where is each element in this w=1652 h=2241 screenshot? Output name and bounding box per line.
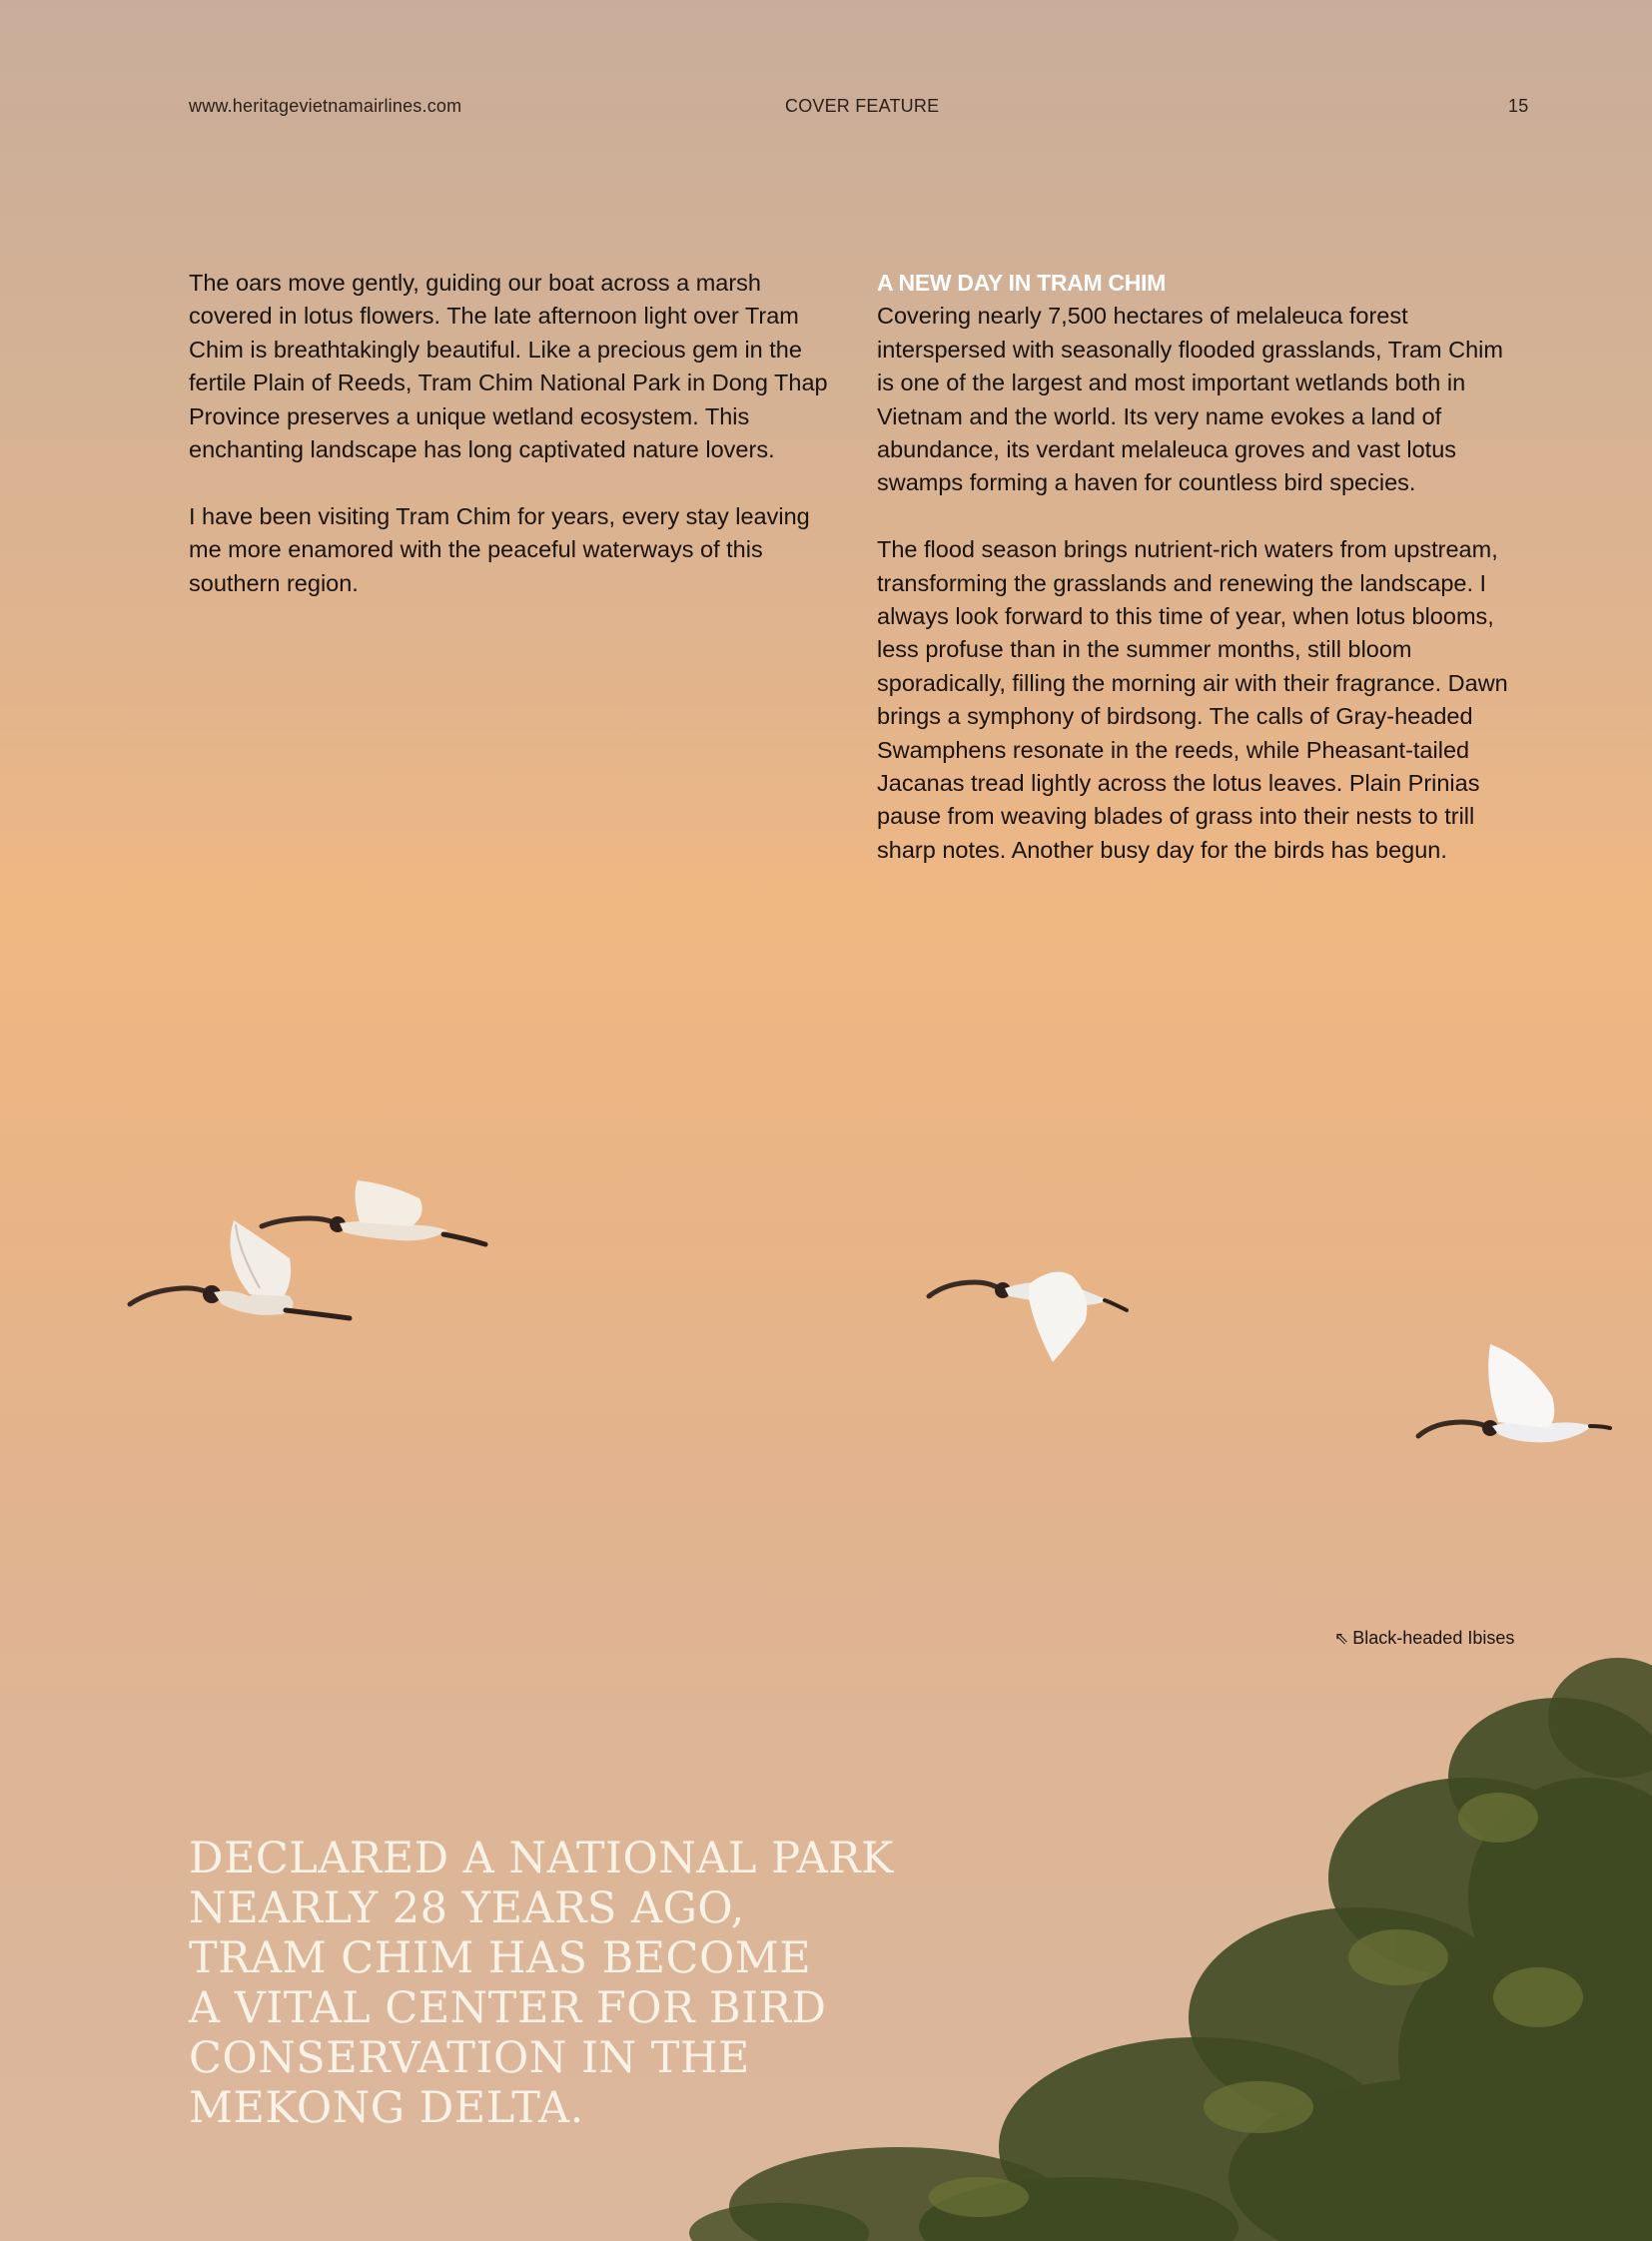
pull-quote-line: MEKONG DELTA.	[189, 2083, 584, 2133]
pull-quote-line: A VITAL CENTER FOR BIRD	[189, 1983, 827, 2033]
section-subheading: A NEW DAY IN TRAM CHIM	[877, 270, 1166, 296]
website-url: www.heritagevietnamairlines.com	[189, 96, 462, 116]
pull-quote-line: DECLARED A NATIONAL PARK	[189, 1834, 894, 1883]
page-number: 15	[1508, 96, 1529, 116]
pull-quote-line: TRAM CHIM HAS BECOME	[189, 1933, 812, 1983]
body-paragraph: Covering nearly 7,500 hectares of melaleuca forest interspersed with seasonally flooded grasslands, Tram Chim is one of the largest and most important wetlands both in Vietnam and the world. Its very name evokes a land of abundance, its verdant melaleuca groves and vast lotus swamps forming a haven for countless bird species.	[877, 303, 1503, 496]
ibis-bird-1	[130, 1220, 350, 1318]
ibis-bird-3	[929, 1272, 1127, 1363]
pull-quote	[189, 1834, 948, 2133]
arrow-up-left-icon: ⇖	[1334, 1629, 1349, 1648]
body-paragraph: The flood season brings nutrient-rich waters from upstream, transforming the grasslands and renewing the landscape. I always look forward to this time of year, when lotus blooms, less profuse than in the summer months, still bloom sporadically, filling the morning air with their fragrance. Dawn brings a symphony of birdsong. The calls of Gray-headed Swamphens resonate in the reeds, while Pheasant-tailed Jacanas tread lightly across the lotus leaves. Plain Prinias pause from weaving blades of grass into their nests to trill sharp notes. Another busy day for the birds has begun.	[877, 536, 1508, 863]
pull-quote-line: NEARLY 28 YEARS AGO,	[189, 1883, 745, 1933]
body-paragraph: The oars move gently, guiding our boat across a marsh covered in lotus flowers. The late afternoon light over Tram Chim is breathtakingly beautiful. Like a precious gem in the fertile Plain of Reeds, Tram Chim National Park in Dong Thap Province preserves a unique wetland ecosystem. This enchanting landscape has long captivated nature lovers.	[189, 270, 828, 463]
left-text-column	[189, 267, 838, 633]
section-label: COVER FEATURE	[785, 96, 940, 116]
photo-caption	[1334, 1628, 1514, 1649]
body-paragraph: I have been visiting Tram Chim for years, every stay leaving me more enamored with the peaceful waterways of this southern region.	[189, 502, 810, 596]
ibis-bird-2	[262, 1180, 485, 1244]
ibis-bird-4	[1418, 1344, 1610, 1442]
right-text-column	[877, 267, 1526, 901]
pull-quote-line: CONSERVATION IN THE	[189, 2033, 750, 2083]
caption-text: Black-headed Ibises	[1352, 1628, 1515, 1648]
